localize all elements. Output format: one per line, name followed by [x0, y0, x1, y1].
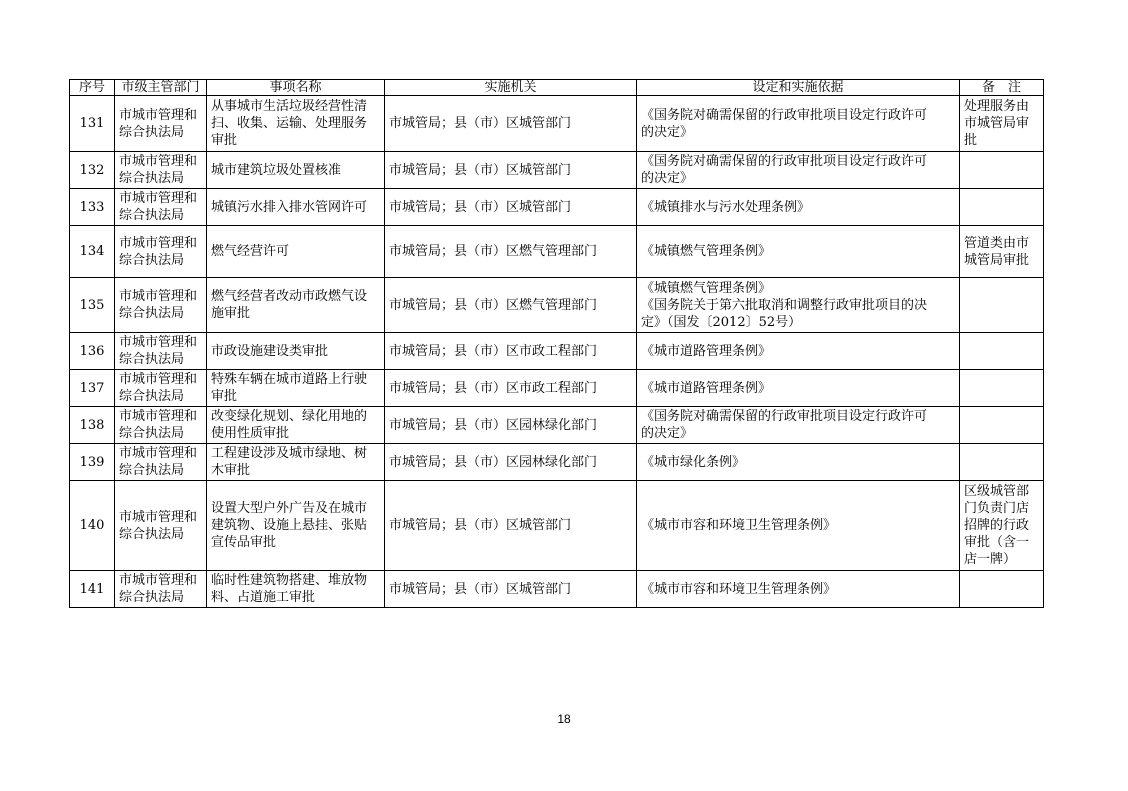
cell-dept-line: 综合执法局 — [119, 389, 185, 404]
table-row — [70, 571, 1044, 608]
cell-dept-line: 市城市管理和 — [119, 335, 198, 350]
cell-dept-line: 市城市管理和 — [119, 154, 198, 169]
cell-dept-line: 综合执法局 — [119, 463, 185, 478]
cell-org-line: 市城管局；县（市）区市政工程部门 — [389, 380, 598, 396]
cell-item — [207, 189, 385, 226]
cell-org — [385, 152, 637, 189]
cell-dept — [115, 278, 207, 333]
cell-item — [207, 481, 385, 571]
cell-basis-line: 《城市绿化条例》 — [641, 454, 746, 470]
cell-basis — [637, 481, 960, 571]
cell-note — [960, 407, 1044, 444]
table-body — [70, 96, 1044, 608]
cell-org-line: 市城管局；县（市）区园林绿化部门 — [389, 417, 598, 433]
cell-note — [960, 189, 1044, 226]
cell-note-line: 审批（含一 — [964, 535, 1030, 550]
cell-dept-line: 综合执法局 — [119, 124, 185, 140]
cell-item-line: 设置大型户外广告及在城市 — [211, 501, 368, 516]
header-org: 实施机关 — [385, 80, 637, 96]
header-note: 备 注 — [960, 80, 1044, 96]
cell-basis-line: 《城镇燃气管理条例》 — [641, 280, 772, 296]
cell-no: 131 — [70, 96, 115, 152]
cell-no: 132 — [70, 152, 115, 189]
cell-note-line: 处理服务由 — [964, 99, 1030, 114]
cell-dept-line: 市城市管理和 — [119, 573, 198, 588]
table-header-row — [70, 80, 1044, 96]
cell-note-line: 门负责门店 — [964, 501, 1030, 516]
cell-item-line: 燃气经营许可 — [211, 244, 290, 259]
cell-org-line: 市城管局；县（市）区燃气管理部门 — [389, 244, 598, 259]
cell-item-line: 施审批 — [211, 306, 251, 321]
cell-org — [385, 278, 637, 333]
approval-items-table — [69, 79, 1044, 608]
cell-dept — [115, 571, 207, 608]
cell-dept — [115, 370, 207, 407]
cell-item — [207, 226, 385, 278]
table-row — [70, 152, 1044, 189]
cell-no: 134 — [70, 226, 115, 278]
header-basis: 设定和实施依据 — [637, 80, 960, 96]
cell-item-line: 燃气经营者改动市政燃气设 — [211, 289, 368, 304]
cell-note — [960, 444, 1044, 481]
header-item: 事项名称 — [207, 80, 385, 96]
cell-basis-line: 《城镇排水与污水处理条例》 — [641, 199, 811, 215]
cell-basis — [637, 333, 960, 370]
cell-item-line: 使用性质审批 — [211, 426, 290, 441]
cell-dept — [115, 226, 207, 278]
cell-no: 133 — [70, 189, 115, 226]
cell-org-line: 市城管局；县（市）区城管部门 — [389, 162, 572, 178]
cell-basis-line: 《城市道路管理条例》 — [641, 343, 772, 359]
cell-note-line: 区级城管部 — [964, 484, 1030, 499]
cell-dept — [115, 407, 207, 444]
cell-dept-line: 综合执法局 — [119, 526, 185, 542]
cell-basis-line: 的决定》 — [641, 426, 694, 441]
cell-dept-line: 综合执法局 — [119, 352, 185, 367]
cell-org — [385, 189, 637, 226]
cell-org-line: 市城管局；县（市）区城管部门 — [389, 518, 572, 533]
cell-item — [207, 96, 385, 152]
cell-note-line: 管道类由市 — [964, 235, 1030, 251]
cell-note-line: 招牌的行政 — [964, 518, 1030, 533]
cell-basis-line: 《国务院关于第六批取消和调整行政审批项目的决 — [641, 297, 928, 313]
cell-item-line: 特殊车辆在城市道路上行驶 — [211, 372, 368, 387]
cell-note — [960, 571, 1044, 608]
cell-dept-line: 市城市管理和 — [119, 289, 198, 304]
cell-basis-line: 《国务院对确需保留的行政审批项目设定行政许可 — [641, 154, 928, 169]
cell-org — [385, 96, 637, 152]
cell-note-line: 市城管局审 — [964, 116, 1030, 131]
table-row — [70, 333, 1044, 370]
cell-dept — [115, 189, 207, 226]
cell-basis — [637, 278, 960, 333]
cell-basis-line: 的决定》 — [641, 171, 694, 186]
cell-item-line: 木审批 — [211, 463, 251, 478]
cell-item-line: 工程建设涉及城市绿地、树 — [211, 446, 368, 461]
cell-item-line: 料、占道施工审批 — [211, 590, 316, 605]
cell-item — [207, 333, 385, 370]
cell-basis — [637, 152, 960, 189]
cell-dept-line: 市城市管理和 — [119, 107, 198, 123]
cell-dept — [115, 152, 207, 189]
cell-item — [207, 407, 385, 444]
cell-org-line: 市城管局；县（市）区市政工程部门 — [389, 343, 598, 359]
cell-dept-line: 综合执法局 — [119, 426, 185, 441]
cell-item-line: 市政设施建设类审批 — [211, 343, 329, 359]
cell-dept-line: 市城市管理和 — [119, 191, 198, 206]
cell-item-line: 建筑物、设施上悬挂、张贴 — [211, 518, 368, 533]
cell-no: 140 — [70, 481, 115, 571]
cell-item-line: 宣传品审批 — [211, 535, 277, 550]
cell-org — [385, 407, 637, 444]
cell-dept-line: 市城市管理和 — [119, 235, 198, 251]
cell-basis-line: 《城市市容和环境卫生管理条例》 — [641, 581, 837, 597]
cell-basis — [637, 96, 960, 152]
cell-org-line: 市城管局；县（市）区城管部门 — [389, 116, 572, 131]
cell-org-line: 市城管局；县（市）区园林绿化部门 — [389, 454, 598, 470]
cell-item-line: 临时性建筑物搭建、堆放物 — [211, 573, 368, 588]
cell-dept — [115, 333, 207, 370]
cell-no: 135 — [70, 278, 115, 333]
cell-basis — [637, 444, 960, 481]
cell-note — [960, 278, 1044, 333]
cell-org-line: 市城管局；县（市）区城管部门 — [389, 199, 572, 215]
cell-dept-line: 市城市管理和 — [119, 446, 198, 461]
cell-basis-line: 《城市市容和环境卫生管理条例》 — [641, 518, 837, 533]
cell-note — [960, 226, 1044, 278]
cell-item-line: 城市建筑垃圾处置核准 — [211, 162, 342, 178]
cell-basis-line: 定》（国发〔2012〕52号） — [641, 314, 802, 330]
cell-basis-line: 《城市道路管理条例》 — [641, 380, 772, 396]
cell-org — [385, 571, 637, 608]
cell-dept — [115, 481, 207, 571]
cell-dept-line: 市城市管理和 — [119, 372, 198, 387]
cell-no: 137 — [70, 370, 115, 407]
cell-org — [385, 444, 637, 481]
table-row — [70, 444, 1044, 481]
cell-dept-line: 市城市管理和 — [119, 409, 198, 424]
cell-note — [960, 152, 1044, 189]
cell-org — [385, 481, 637, 571]
cell-dept-line: 综合执法局 — [119, 208, 185, 223]
cell-item-line: 扫、收集、运输、处理服务 — [211, 116, 368, 131]
cell-item — [207, 278, 385, 333]
header-no: 序号 — [70, 80, 115, 96]
cell-basis-line: 《国务院对确需保留的行政审批项目设定行政许可 — [641, 409, 928, 424]
cell-basis — [637, 189, 960, 226]
cell-dept-line: 市城市管理和 — [119, 509, 198, 525]
cell-dept — [115, 444, 207, 481]
cell-item — [207, 370, 385, 407]
cell-basis-line: 《国务院对确需保留的行政审批项目设定行政许可 — [641, 107, 928, 123]
cell-no: 139 — [70, 444, 115, 481]
table-row — [70, 189, 1044, 226]
cell-basis — [637, 370, 960, 407]
cell-no: 141 — [70, 571, 115, 608]
cell-basis — [637, 571, 960, 608]
cell-item — [207, 571, 385, 608]
table-row — [70, 226, 1044, 278]
cell-note — [960, 333, 1044, 370]
cell-item-line: 审批 — [211, 389, 238, 404]
cell-basis-line: 的决定》 — [641, 124, 694, 140]
cell-org — [385, 333, 637, 370]
cell-note-line: 城管局审批 — [964, 252, 1030, 268]
cell-no: 136 — [70, 333, 115, 370]
cell-note — [960, 96, 1044, 152]
cell-dept-line: 综合执法局 — [119, 306, 185, 321]
header-dept: 市级主管部门 — [115, 80, 207, 96]
cell-org — [385, 370, 637, 407]
cell-dept-line: 综合执法局 — [119, 252, 185, 268]
cell-dept — [115, 96, 207, 152]
cell-item-line: 改变绿化规划、绿化用地的 — [211, 409, 368, 424]
cell-item — [207, 444, 385, 481]
table-row — [70, 278, 1044, 333]
table-row — [70, 96, 1044, 152]
cell-basis — [637, 226, 960, 278]
table-row — [70, 370, 1044, 407]
cell-no: 138 — [70, 407, 115, 444]
table-row — [70, 407, 1044, 444]
cell-note — [960, 370, 1044, 407]
cell-note — [960, 481, 1044, 571]
table-row — [70, 481, 1044, 571]
cell-note-line: 店一牌） — [964, 552, 1017, 567]
cell-dept-line: 综合执法局 — [119, 590, 185, 605]
cell-dept-line: 综合执法局 — [119, 171, 185, 186]
cell-basis — [637, 407, 960, 444]
cell-item-line: 从事城市生活垃圾经营性清 — [211, 99, 368, 114]
cell-org-line: 市城管局；县（市）区燃气管理部门 — [389, 297, 598, 313]
cell-item-line: 城镇污水排入排水管网许可 — [211, 199, 368, 215]
cell-note-line: 批 — [964, 133, 978, 148]
page-number: 18 — [557, 712, 571, 726]
cell-basis-line: 《城镇燃气管理条例》 — [641, 244, 772, 259]
cell-org-line: 市城管局；县（市）区城管部门 — [389, 581, 572, 597]
cell-org — [385, 226, 637, 278]
cell-item — [207, 152, 385, 189]
cell-item-line: 审批 — [211, 133, 238, 148]
